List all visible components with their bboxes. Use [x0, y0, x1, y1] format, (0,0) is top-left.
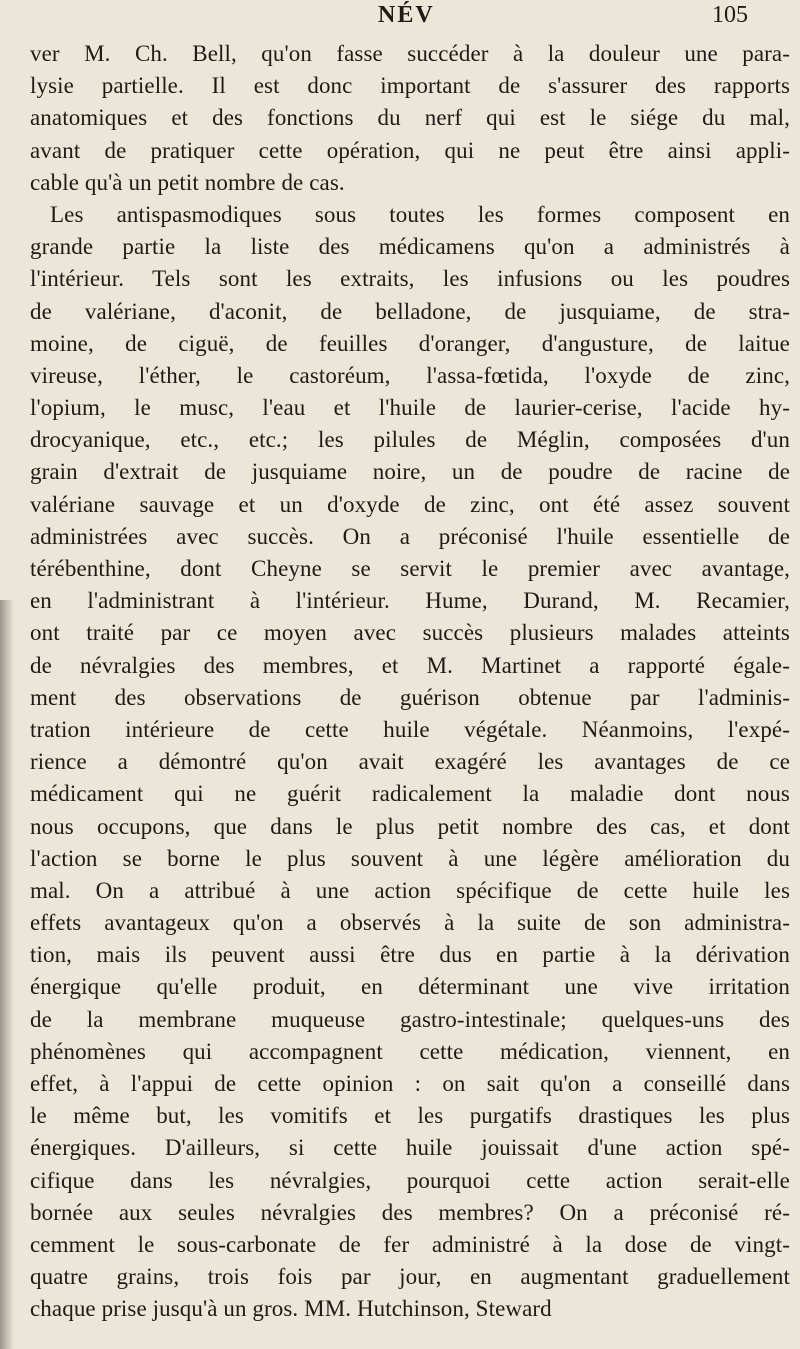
text-line: médicament qui ne guérit radicalement la maladie dont nous	[30, 781, 790, 807]
text-line: effet, à l'appui de cette opinion : on sait qu'on a conseillé dans	[30, 1071, 790, 1096]
text-line: cifique dans les névralgies, pourquoi cette action serait-elle	[30, 1167, 790, 1193]
running-head: NÉV	[378, 2, 435, 28]
text-line: bornée aux seules névralgies des membres? On a préconisé ré-	[30, 1199, 790, 1225]
text-line: anatomiques et des fonctions du nerf qui est le siége du mal,	[30, 105, 790, 131]
text-line: de névralgies des membres, et M. Martinet a rapporté égale-	[30, 652, 790, 678]
text-line: moine, de ciguë, de feuilles d'oranger, d'angusture, de laitue	[30, 330, 790, 356]
text-line: quatre grains, trois fois par jour, en augmentant graduellement	[30, 1264, 790, 1290]
text-line: rience a démontré qu'on avait exagéré les avantages de ce	[30, 749, 790, 775]
text-line: nous occupons, que dans le plus petit nombre des cas, et dont	[30, 813, 790, 839]
text-line: de valériane, d'aconit, de belladone, de jusquiame, de stra-	[30, 298, 790, 324]
text-line: énergiques. D'ailleurs, si cette huile jouissait d'une action spé-	[30, 1135, 790, 1161]
text-line: administrées avec succès. On a préconisé l'huile essentielle de	[30, 523, 790, 549]
text-line: cable qu'à un petit nombre de cas.	[30, 169, 345, 195]
text-line: drocyanique, etc., etc.; les pilules de Méglin, composées d'un	[30, 427, 790, 453]
text-line: ont traité par ce moyen avec succès plusieurs malades atteints	[30, 620, 790, 646]
page-edge-shadow	[0, 600, 14, 1349]
text-line: en l'administrant à l'intérieur. Hume, Durand, M. Recamier,	[30, 588, 790, 614]
text-line: grain d'extrait de jusquiame noire, un de poudre de racine de	[30, 459, 790, 485]
text-line: effets avantageux qu'on a observés à la suite de son administra-	[30, 910, 790, 936]
text-line: l'opium, le musc, l'eau et l'huile de laurier-cerise, l'acide hy-	[30, 395, 790, 421]
text-line: phénomènes qui accompagnent cette médication, viennent, en	[30, 1038, 790, 1064]
text-line: ment des observations de guérison obtenue par l'adminis-	[30, 684, 790, 710]
text-line: l'intérieur. Tels sont les extraits, les infusions ou les poudres	[30, 266, 790, 292]
text-line: valériane sauvage et un d'oxyde de zinc, ont été assez souvent	[30, 491, 790, 517]
text-line: térébenthine, dont Cheyne se servit le premier avec avantage,	[30, 556, 790, 581]
text-line: chaque prise jusqu'à un gros. MM. Hutchinson, Steward	[30, 1296, 552, 1322]
body-text	[30, 38, 790, 1326]
text-line: tion, mais ils peuvent aussi être dus en partie à la dérivation	[30, 942, 790, 968]
text-line: énergique qu'elle produit, en déterminant une vive irritation	[30, 974, 790, 1000]
text-line: Les antispasmodiques sous toutes les formes composent en	[50, 201, 790, 227]
text-line: lysie partielle. Il est donc important de s'assurer des rapports	[30, 73, 790, 99]
text-line: ver M. Ch. Bell, qu'on fasse succéder à la douleur une para-	[30, 41, 790, 66]
text-line: vireuse, l'éther, le castoréum, l'assa-fœtida, l'oxyde de zinc,	[30, 362, 790, 388]
text-line: grande partie la liste des médicamens qu'on a administrés à	[30, 234, 790, 260]
text-line: l'action se borne le plus souvent à une légère amélioration du	[30, 845, 790, 871]
text-line: de la membrane muqueuse gastro-intestinale; quelques-uns des	[30, 1006, 790, 1032]
text-line: cemment le sous-carbonate de fer administré à la dose de vingt-	[30, 1231, 790, 1257]
text-line: avant de pratiquer cette opération, qui ne peut être ainsi appli-	[30, 137, 790, 163]
text-line: tration intérieure de cette huile végétale. Néanmoins, l'expé-	[30, 716, 790, 742]
text-line: mal. On a attribué à une action spécifique de cette huile les	[30, 877, 790, 903]
text-line: le même but, les vomitifs et les purgatifs drastiques les plus	[30, 1103, 790, 1129]
page-header	[0, 2, 800, 42]
page-number: 105	[712, 2, 748, 28]
